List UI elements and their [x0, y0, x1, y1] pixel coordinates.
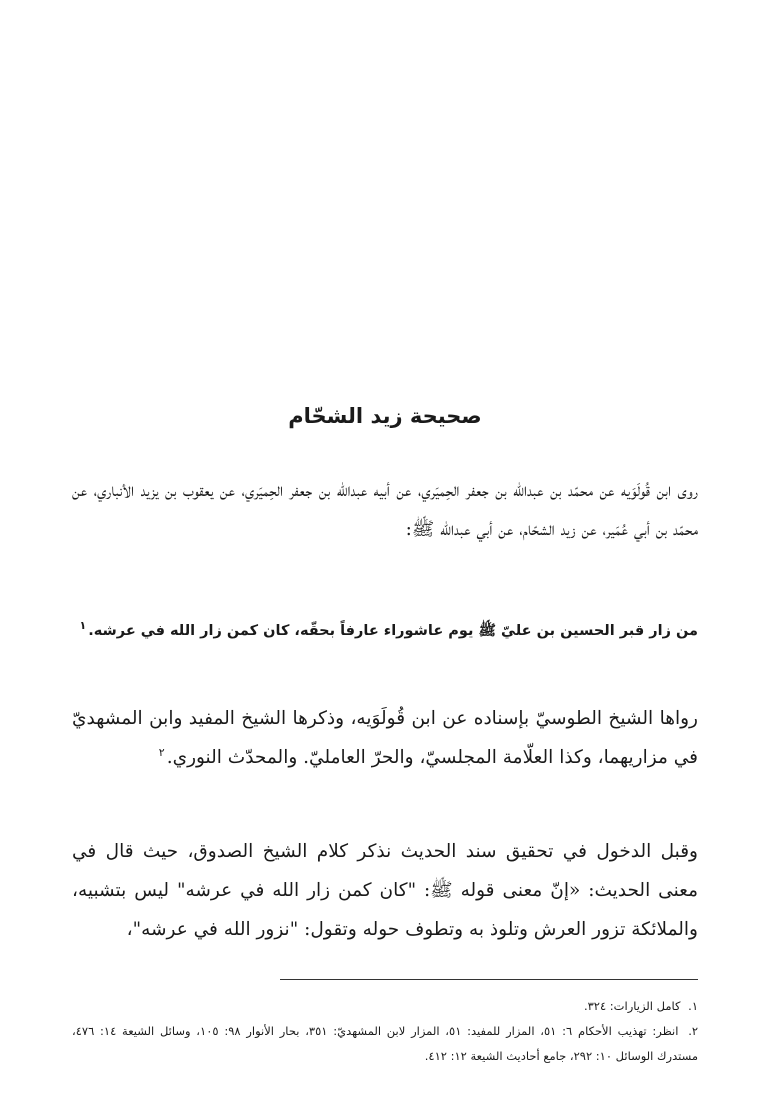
footnote-number: ١.	[688, 999, 698, 1013]
footnote-ref-2[interactable]: ٢	[158, 745, 165, 759]
paragraph-chain-of-narration	[72, 471, 698, 549]
page-title: صحيحة زيد الشحّام	[288, 404, 482, 428]
footnote-text: انظر: تهذيب الأحكام ٦: ٥١، المزار للمفيد: ٥١، المزار لابن المشهديّ: ٣٥١، بحار الأنوار ٩٨: ١٠٥، وسائل الشيعة ١٤: ٤٧٦، مستدرك الوسائل ١٠: ٢٩٢، جامع أحاديث الشيعة ١٢: ٤١٢.	[72, 1024, 698, 1063]
footnote-item	[72, 1019, 698, 1069]
paragraph-text: وقبل الدخول في تحقيق سند الحديث نذكر كلام الشيخ الصدوق، حيث قال في معنى الحديث: «إنّ معنى قوله ﷺ: "كان كمن زار الله في عرشه" ليس بتشبيه، والملائكة تزور العرش وتلوذ به وتطوف حوله وتقول: "نزور الله في عرشه"،	[72, 841, 698, 940]
footnotes-section	[72, 994, 698, 1069]
paragraph-text: روى ابن قُولَوَيه عن محمّد بن عبدالله بن جعفر الحِميَري، عن أبيه عبدالله بن جعفر الحِميَري، عن يعقوب بن يزيد الأنباري، عن محمّد بن أبي عُمَير، عن زيد الشحّام، عن أبي عبدالله ﷺ:	[72, 480, 698, 540]
paragraph-commentary	[72, 832, 698, 949]
paragraph-text: رواها الشيخ الطوسيّ بإسناده عن ابن قُولَوَيه، وذكرها الشيخ المفيد وابن المشهديّ في مزاريهما، وكذا العلّامة المجلسيّ، والحرّ العامليّ. والمحدّث النوري.	[72, 708, 698, 768]
footnote-number: ٢.	[688, 1024, 699, 1038]
footnote-divider	[280, 979, 698, 980]
footnote-ref-1[interactable]: ١	[79, 619, 87, 633]
quote-text: من زار قبر الحسين بن عليّ ﷺ يوم عاشوراء عارفاً بحقّه، كان كمن زار الله في عرشه.	[88, 623, 698, 639]
footnote-item	[72, 994, 698, 1019]
hadith-quote	[72, 612, 698, 650]
footnote-text: كامل الزيارات: ٣٢٤.	[583, 999, 681, 1013]
paragraph-sources	[72, 699, 698, 777]
